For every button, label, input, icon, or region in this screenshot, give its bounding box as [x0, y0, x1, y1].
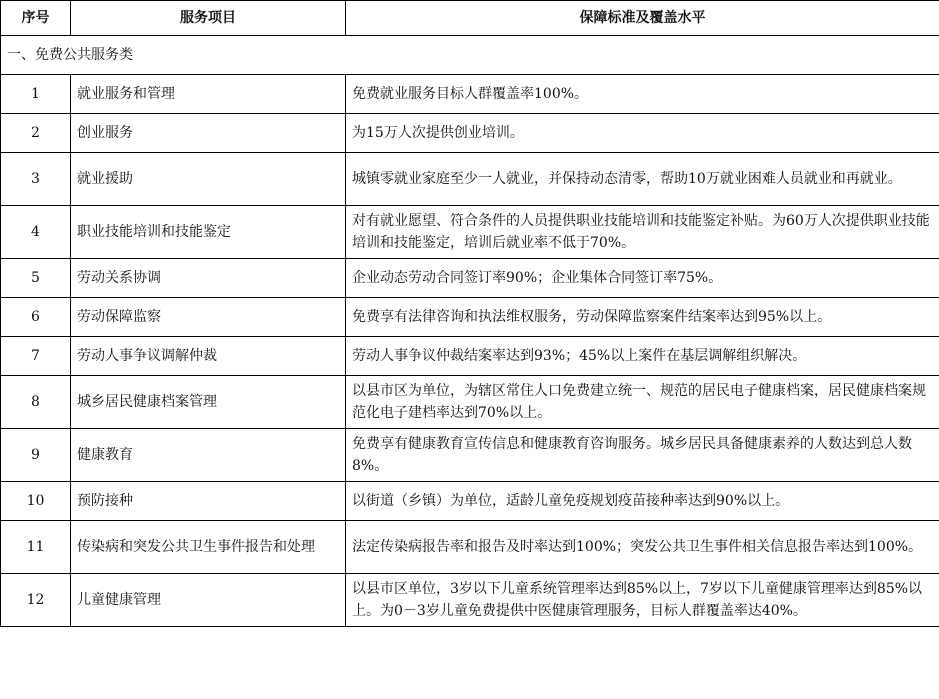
row-standard: 免费享有健康教育宣传信息和健康教育咨询服务。城乡居民具备健康素养的人数达到总人数8%。 — [346, 429, 939, 482]
table-row — [1, 75, 939, 114]
row-no: 12 — [1, 574, 71, 627]
row-item: 劳动关系协调 — [71, 259, 346, 298]
row-no: 7 — [1, 337, 71, 376]
row-standard: 以县市区单位，3岁以下儿童系统管理率达到85%以上，7岁以下儿童健康管理率达到85%以上。为0－3岁儿童免费提供中医健康管理服务，目标人群覆盖率达40%。 — [346, 574, 939, 627]
row-item: 儿童健康管理 — [71, 574, 346, 627]
row-standard: 以县市区为单位，为辖区常住人口免费建立统一、规范的居民电子健康档案，居民健康档案规范化电子建档率达到70%以上。 — [346, 376, 939, 429]
row-no: 5 — [1, 259, 71, 298]
row-item: 就业援助 — [71, 153, 346, 206]
table-row — [1, 337, 939, 376]
table-row — [1, 259, 939, 298]
row-no: 1 — [1, 75, 71, 114]
header-row — [1, 1, 939, 36]
row-item: 劳动人事争议调解仲裁 — [71, 337, 346, 376]
row-standard: 免费就业服务目标人群覆盖率100%。 — [346, 75, 939, 114]
row-item: 城乡居民健康档案管理 — [71, 376, 346, 429]
row-no: 3 — [1, 153, 71, 206]
row-item: 健康教育 — [71, 429, 346, 482]
table-row — [1, 574, 939, 627]
row-no: 6 — [1, 298, 71, 337]
header-item: 服务项目 — [71, 1, 346, 36]
table-row — [1, 376, 939, 429]
row-standard: 以街道（乡镇）为单位，适龄儿童免疫规划疫苗接种率达到90%以上。 — [346, 482, 939, 521]
row-item: 劳动保障监察 — [71, 298, 346, 337]
row-standard: 免费享有法律咨询和执法维权服务，劳动保障监察案件结案率达到95%以上。 — [346, 298, 939, 337]
row-no: 9 — [1, 429, 71, 482]
table-row — [1, 114, 939, 153]
row-item: 就业服务和管理 — [71, 75, 346, 114]
table-row — [1, 153, 939, 206]
row-standard: 企业动态劳动合同签订率90%；企业集体合同签订率75%。 — [346, 259, 939, 298]
row-no: 11 — [1, 521, 71, 574]
header-standard: 保障标准及覆盖水平 — [346, 1, 939, 36]
table-row — [1, 521, 939, 574]
table-row — [1, 429, 939, 482]
row-item: 传染病和突发公共卫生事件报告和处理 — [71, 521, 346, 574]
row-standard: 法定传染病报告率和报告及时率达到100%；突发公共卫生事件相关信息报告率达到100%。 — [346, 521, 939, 574]
row-standard: 劳动人事争议仲裁结案率达到93%；45%以上案件在基层调解组织解决。 — [346, 337, 939, 376]
row-no: 2 — [1, 114, 71, 153]
section-title: 一、免费公共服务类 — [1, 36, 939, 75]
row-item: 创业服务 — [71, 114, 346, 153]
table-row — [1, 298, 939, 337]
table-row — [1, 206, 939, 259]
row-item: 职业技能培训和技能鉴定 — [71, 206, 346, 259]
row-no: 10 — [1, 482, 71, 521]
row-no: 4 — [1, 206, 71, 259]
row-standard: 为15万人次提供创业培训。 — [346, 114, 939, 153]
header-no: 序号 — [1, 1, 71, 36]
table-row — [1, 482, 939, 521]
row-item: 预防接种 — [71, 482, 346, 521]
row-standard: 城镇零就业家庭至少一人就业，并保持动态清零，帮助10万就业困难人员就业和再就业。 — [346, 153, 939, 206]
section-row — [1, 36, 939, 75]
row-standard: 对有就业愿望、符合条件的人员提供职业技能培训和技能鉴定补贴。为60万人次提供职业技能培训和技能鉴定，培训后就业率不低于70%。 — [346, 206, 939, 259]
row-no: 8 — [1, 376, 71, 429]
